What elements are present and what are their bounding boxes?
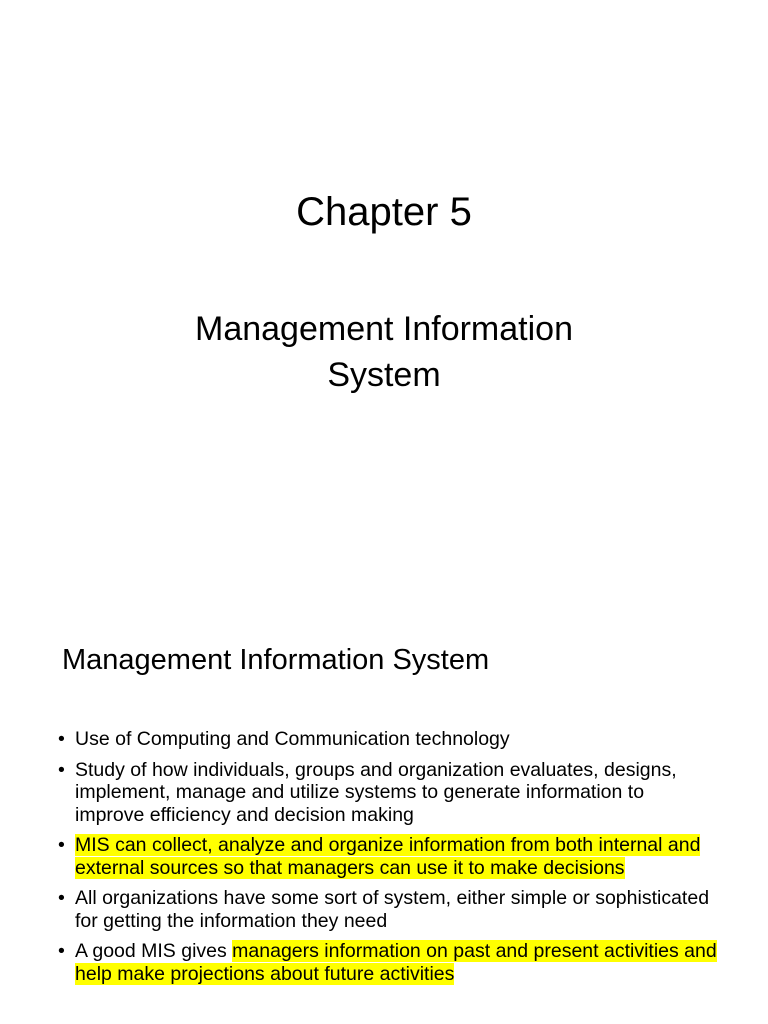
bullet-text: A good MIS gives [75, 940, 233, 962]
bullet-dot-icon: • [58, 728, 65, 750]
bullet-text: All organizations have some sort of system, either simple or sophisticated for getting the information they need [75, 887, 710, 932]
bullet-item [58, 940, 718, 985]
content-slide [0, 576, 768, 1024]
chapter-title: Chapter 5 [296, 190, 472, 234]
bullet-item [58, 834, 718, 879]
bullet-item [58, 887, 718, 932]
chapter-subtitle [0, 306, 768, 398]
highlighted-text: managers information on past and present activities and help make projections about future activities [75, 940, 717, 985]
subtitle-line-2: System [327, 356, 441, 394]
bullet-text: Use of Computing and Communication technology [75, 728, 510, 750]
bullet-dot-icon: • [58, 887, 65, 909]
bullet-text: Study of how individuals, groups and organization evaluates, designs, implement, manage and utilize systems to generate information to improve efficiency and decision making [75, 758, 677, 826]
bullet-item [58, 759, 718, 827]
subtitle-line-1: Management Information [195, 310, 573, 348]
highlighted-text: MIS can collect, analyze and organize information from both internal and external sources so that managers can use it to make decisions [75, 834, 701, 879]
slide-heading: Management Information System [62, 644, 490, 676]
bullet-item [58, 728, 718, 751]
bullet-dot-icon: • [58, 834, 65, 856]
bullet-dot-icon: • [58, 940, 65, 962]
bullet-dot-icon: • [58, 758, 65, 781]
bullet-list [58, 728, 718, 993]
